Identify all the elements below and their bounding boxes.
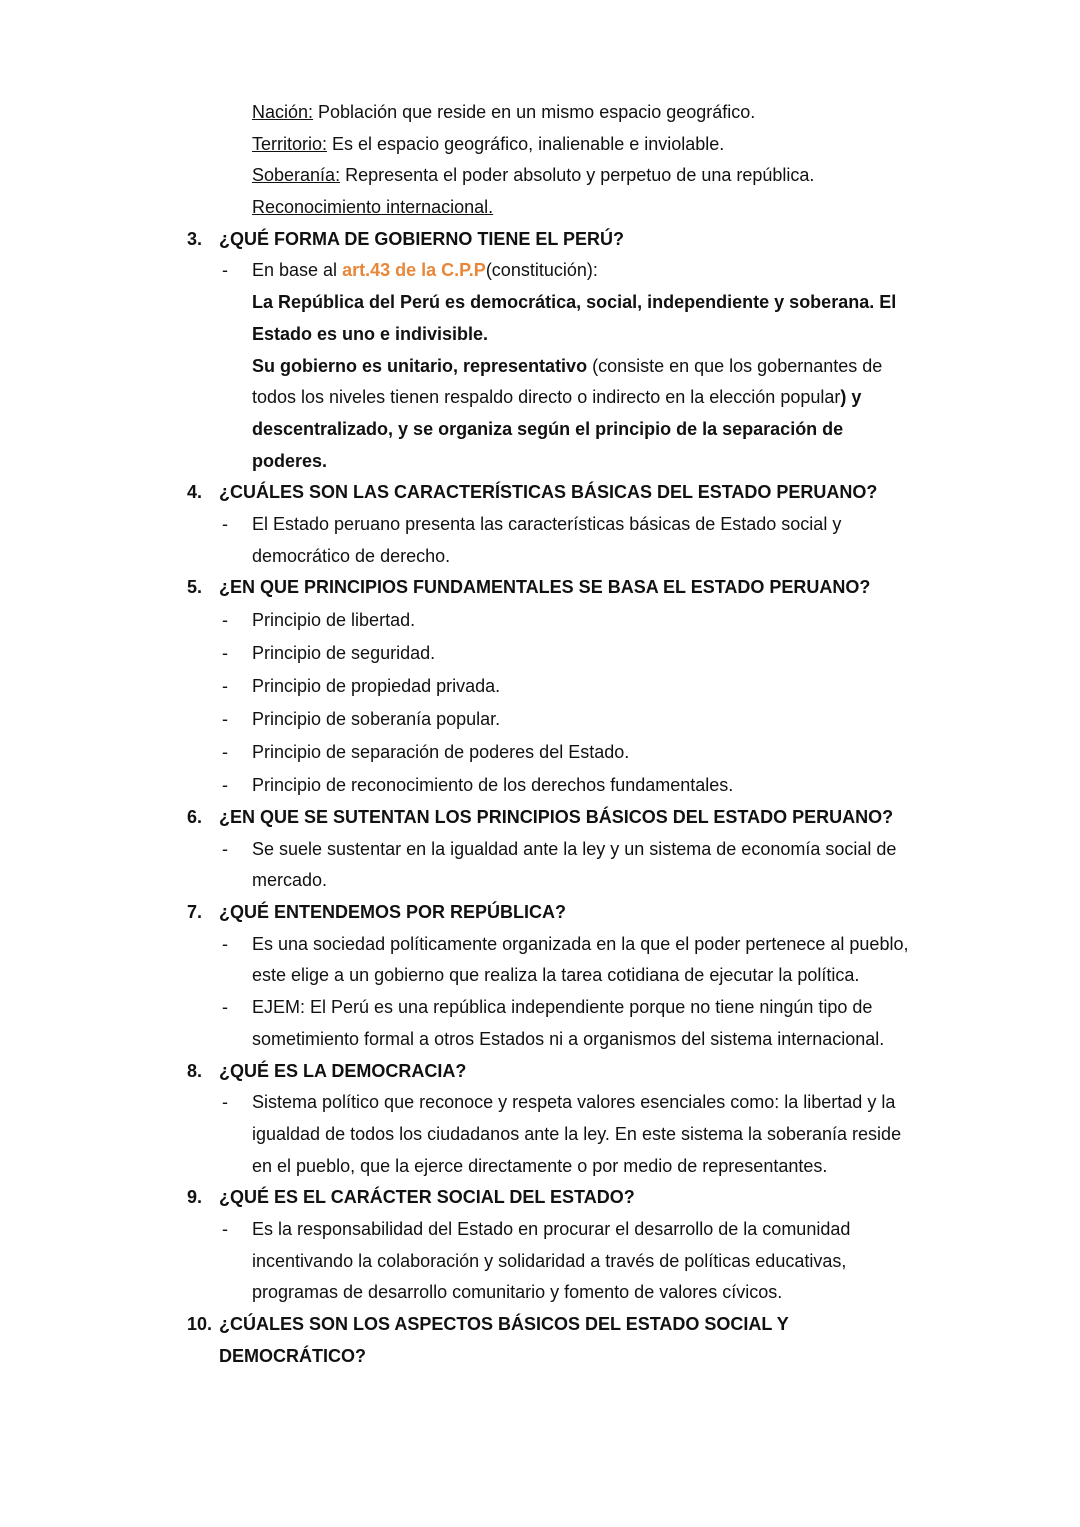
text: Principio de soberanía popular. xyxy=(252,709,501,729)
definition-nacion xyxy=(0,97,1080,129)
text: sometimiento formal a otros Estados ni a organismos del sistema internacional. xyxy=(252,1028,885,1049)
document-page xyxy=(0,97,1080,1372)
answer-line xyxy=(0,541,1080,573)
question-title: ¿QUÉ ES LA DEMOCRACIA? xyxy=(219,1060,467,1081)
question-title: ¿QUÉ FORMA DE GOBIERNO TIENE EL PERÚ? xyxy=(219,228,625,249)
answer-line xyxy=(0,992,1080,1024)
text: Principio de seguridad. xyxy=(252,643,436,663)
definition-text: Es el espacio geográfico, inalienable e inviolable. xyxy=(327,133,725,154)
text: Principio de separación de poderes del Estado. xyxy=(252,742,630,762)
question-5-heading xyxy=(0,572,1080,604)
text: Se suele sustentar en la igualdad ante la ley y un sistema de economía social de xyxy=(252,838,897,859)
text: en el pueblo, que la ejerce directamente o por medio de representantes. xyxy=(252,1155,828,1176)
answer-line xyxy=(0,1246,1080,1278)
list-item xyxy=(0,736,1080,769)
bullet-dash: - xyxy=(222,1218,228,1239)
bullet-dash: - xyxy=(222,513,228,534)
answer-line xyxy=(0,834,1080,866)
answer-line xyxy=(0,255,1080,287)
bullet-dash: - xyxy=(222,997,228,1018)
text: (constitución): xyxy=(485,260,598,281)
definition-soberania xyxy=(0,160,1080,192)
question-number: 7. xyxy=(187,902,203,923)
answer-line xyxy=(0,351,1080,383)
text: Sistema político que reconoce y respeta valores esenciales como: la libertad y la xyxy=(252,1092,896,1113)
list-item xyxy=(0,769,1080,802)
question-title: ¿EN QUE SE SUTENTAN LOS PRINCIPIOS BÁSICOS DEL ESTADO PERUANO? xyxy=(219,807,894,827)
term: Nación: xyxy=(252,102,314,122)
text: Principio de libertad. xyxy=(252,610,416,630)
definition-reconocimiento xyxy=(0,192,1080,224)
question-4-heading xyxy=(0,477,1080,509)
answer-line xyxy=(0,1277,1080,1309)
text: (consiste en que los gobernantes de xyxy=(587,355,883,376)
answer-line xyxy=(0,1214,1080,1246)
bullet-dash: - xyxy=(222,610,228,630)
text: este elige a un gobierno que realiza la tarea cotidiana de ejecutar la política. xyxy=(252,965,860,986)
definition-territorio xyxy=(0,129,1080,161)
answer-line xyxy=(0,414,1080,446)
bullet-dash: - xyxy=(222,643,228,663)
question-6-heading xyxy=(0,802,1080,834)
answer-line xyxy=(0,1151,1080,1183)
definition-text: Población que reside en un mismo espacio geográfico. xyxy=(313,102,756,122)
question-title: ¿QUÉ ENTENDEMOS POR REPÚBLICA? xyxy=(219,902,567,923)
question-10-heading xyxy=(0,1309,1080,1341)
question-number: 9. xyxy=(187,1187,203,1208)
text: La República del Perú es democrática, social, independiente y soberana. El xyxy=(252,292,897,313)
list-item xyxy=(0,670,1080,703)
question-10-heading-cont xyxy=(0,1341,1080,1373)
list-item xyxy=(0,604,1080,637)
bullet-dash: - xyxy=(222,838,228,859)
list-item xyxy=(0,703,1080,736)
definition-text: Representa el poder absoluto y perpetuo de una república. xyxy=(340,165,815,186)
text: poderes. xyxy=(252,450,328,471)
question-9-heading xyxy=(0,1182,1080,1214)
bullet-dash: - xyxy=(222,260,228,281)
bullet-dash: - xyxy=(222,676,228,696)
question-7-heading xyxy=(0,897,1080,929)
text: incentivando la colaboración y solidaridad a través de políticas educativas, xyxy=(252,1250,847,1271)
text: ) y xyxy=(840,387,862,408)
answer-line xyxy=(0,382,1080,414)
text: programas de desarrollo comunitario y fomento de valores cívicos. xyxy=(252,1282,783,1303)
answer-line xyxy=(0,319,1080,351)
answer-line xyxy=(0,287,1080,319)
answer-line xyxy=(0,446,1080,478)
bullet-dash: - xyxy=(222,1092,228,1113)
article-reference: art.43 de la C.P.P xyxy=(342,260,486,281)
text: Estado es uno e indivisible. xyxy=(252,323,489,344)
term: Territorio: xyxy=(252,133,328,154)
answer-line xyxy=(0,1087,1080,1119)
question-number: 10. xyxy=(187,1314,213,1334)
question-8-heading xyxy=(0,1056,1080,1088)
question-number: 3. xyxy=(187,228,203,249)
text: todos los niveles tienen respaldo directo o indirecto en la elección popular xyxy=(252,387,841,408)
bullet-dash: - xyxy=(222,775,228,795)
question-title: ¿CÚALES SON LOS ASPECTOS BÁSICOS DEL ESTADO SOCIAL Y xyxy=(219,1314,789,1334)
text: descentralizado, y se organiza según el principio de la separación de xyxy=(252,418,844,439)
bullet-dash: - xyxy=(222,709,228,729)
answer-line xyxy=(0,960,1080,992)
text: En base al xyxy=(252,260,343,281)
text: Su gobierno es unitario, representativo xyxy=(252,355,588,376)
question-title: ¿EN QUE PRINCIPIOS FUNDAMENTALES SE BASA EL ESTADO PERUANO? xyxy=(219,577,871,598)
answer-line xyxy=(0,929,1080,961)
question-number: 5. xyxy=(187,577,203,598)
text: igualdad de todos los ciudadanos ante la ley. En este sistema la soberanía reside xyxy=(252,1123,902,1144)
text: Es la responsabilidad del Estado en procurar el desarrollo de la comunidad xyxy=(252,1218,851,1239)
question-title: ¿QUÉ ES EL CARÁCTER SOCIAL DEL ESTADO? xyxy=(219,1187,635,1208)
question-title: DEMOCRÁTICO? xyxy=(219,1345,366,1366)
list-item xyxy=(0,637,1080,670)
text: El Estado peruano presenta las características básicas de Estado social y xyxy=(252,513,842,534)
answer-line xyxy=(0,1119,1080,1151)
text: Es una sociedad políticamente organizada en la que el poder pertenece al pueblo, xyxy=(252,933,909,954)
answer-line xyxy=(0,509,1080,541)
text: Principio de reconocimiento de los derechos fundamentales. xyxy=(252,775,734,795)
text: Principio de propiedad privada. xyxy=(252,676,501,696)
term: Soberanía: xyxy=(252,165,341,186)
text: mercado. xyxy=(252,870,328,891)
question-number: 4. xyxy=(187,482,203,503)
term: Reconocimiento internacional. xyxy=(252,197,494,218)
bullet-dash: - xyxy=(222,933,228,954)
question-3-heading xyxy=(0,224,1080,256)
answer-line xyxy=(0,1024,1080,1056)
question-title: ¿CUÁLES SON LAS CARACTERÍSTICAS BÁSICAS DEL ESTADO PERUANO? xyxy=(219,482,878,503)
text: EJEM: El Perú es una república independiente porque no tiene ningún tipo de xyxy=(252,997,873,1018)
question-number: 8. xyxy=(187,1060,203,1081)
text: democrático de derecho. xyxy=(252,545,451,566)
bullet-dash: - xyxy=(222,742,228,762)
answer-line xyxy=(0,865,1080,897)
question-number: 6. xyxy=(187,807,203,827)
